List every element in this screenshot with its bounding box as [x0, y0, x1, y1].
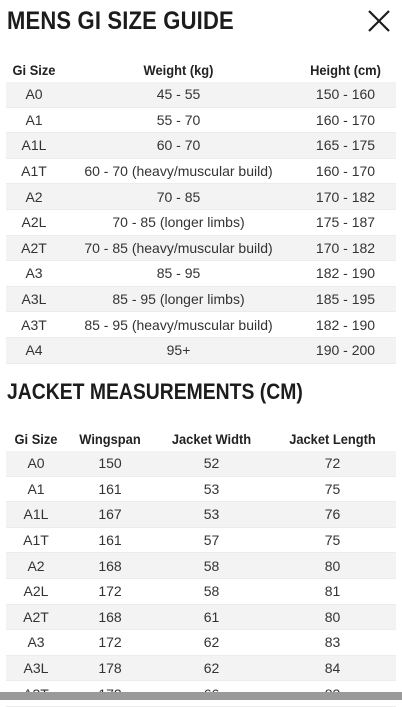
bottom-scroll-bar	[0, 692, 402, 700]
jacket-measurements-table	[6, 426, 396, 707]
table-cell: A0	[6, 82, 62, 107]
table-cell: A2L	[23, 583, 49, 600]
column-header: Wingspan	[79, 430, 141, 447]
table-cell: A3L	[6, 655, 66, 681]
table-cell: 81	[324, 583, 341, 600]
table-cell: 160 - 170	[315, 111, 376, 128]
page-title: MENS GI SIZE GUIDE	[7, 7, 234, 35]
table-row	[6, 107, 396, 133]
column-header: Weight (kg)	[143, 61, 214, 78]
table-cell: 161	[98, 480, 122, 497]
table-row	[6, 82, 396, 107]
close-button[interactable]	[362, 4, 396, 38]
table-row	[6, 312, 396, 338]
table-cell: 57	[203, 532, 220, 549]
table-cell: A2	[6, 184, 62, 210]
table-cell: 95+	[62, 337, 295, 363]
table-cell: A2L	[21, 214, 47, 231]
table-cell: 172	[98, 634, 122, 651]
column-header: Gi Size	[14, 430, 58, 447]
table-cell: 72	[269, 451, 396, 476]
table-cell: 178	[66, 655, 154, 681]
table-cell: 182 - 190	[315, 265, 376, 282]
table-cell: 70 - 85	[62, 184, 295, 210]
table-cell: 168	[66, 604, 154, 630]
table-cell: A1L	[6, 502, 66, 528]
table-row	[6, 604, 396, 630]
table-cell: 165 - 175	[295, 133, 396, 159]
table-cell: A1	[25, 111, 43, 128]
table-cell: 160 - 170	[315, 163, 376, 180]
table-cell: A2T	[6, 604, 66, 630]
table-row	[6, 655, 396, 681]
gi-size-table	[6, 57, 396, 364]
table-header-row	[6, 57, 396, 82]
table-cell: 52	[154, 451, 269, 476]
table-cell: 55 - 70	[156, 111, 201, 128]
table-cell: 172	[98, 583, 122, 600]
table-header-row	[6, 426, 396, 451]
close-icon	[362, 4, 396, 38]
table-cell: A2T	[6, 235, 62, 261]
table-cell: 75	[324, 480, 341, 497]
column-header: Height (cm)	[310, 61, 381, 78]
table-row	[6, 184, 396, 210]
table-cell: 83	[324, 634, 341, 651]
table-cell: A1L	[6, 133, 62, 159]
table-row	[6, 578, 396, 604]
table-cell: 60 - 70	[62, 133, 295, 159]
table-cell: A3	[27, 634, 45, 651]
table-row	[6, 158, 396, 184]
table-cell: 58	[154, 553, 269, 579]
table-cell: 75	[324, 532, 341, 549]
table-row	[6, 451, 396, 476]
table-cell: 76	[269, 502, 396, 528]
table-cell: A3	[25, 265, 43, 282]
table-cell: 161	[98, 532, 122, 549]
table-cell: A4	[6, 337, 62, 363]
table-cell: 84	[269, 655, 396, 681]
table-cell: 85 - 95 (heavy/muscular build)	[84, 316, 273, 333]
table-cell: 185 - 195	[295, 286, 396, 312]
table-cell: A2	[6, 553, 66, 579]
table-cell: A1T	[21, 163, 47, 180]
table-row	[6, 630, 396, 656]
table-cell: 60 - 70 (heavy/muscular build)	[84, 163, 273, 180]
table-cell: 150	[66, 451, 154, 476]
table-row	[6, 261, 396, 287]
column-header: Jacket Length	[289, 430, 376, 447]
table-cell: 80	[269, 553, 396, 579]
table-row	[6, 235, 396, 261]
table-cell: 190 - 200	[295, 337, 396, 363]
table-row	[6, 527, 396, 553]
table-cell: 62	[154, 655, 269, 681]
table-row	[6, 133, 396, 159]
table-cell: 85 - 95	[156, 265, 201, 282]
table-cell: 53	[203, 480, 220, 497]
table-cell: 53	[154, 502, 269, 528]
table-row	[6, 502, 396, 528]
table-cell: A3T	[21, 316, 47, 333]
table-cell: 167	[66, 502, 154, 528]
table-cell: 58	[203, 583, 220, 600]
table-cell: 80	[269, 604, 396, 630]
table-cell: 45 - 55	[62, 82, 295, 107]
table-cell: 175 - 187	[315, 214, 376, 231]
table-cell: 168	[66, 553, 154, 579]
table-row	[6, 553, 396, 579]
table-cell: 85 - 95 (longer limbs)	[62, 286, 295, 312]
column-header: Gi Size	[12, 61, 56, 78]
table-cell: 62	[203, 634, 220, 651]
table-row	[6, 337, 396, 363]
table-cell: 70 - 85 (heavy/muscular build)	[62, 235, 295, 261]
table-cell: A1	[27, 480, 45, 497]
table-cell: 150 - 160	[295, 82, 396, 107]
table-cell: 170 - 182	[295, 184, 396, 210]
column-header: Jacket Width	[171, 430, 252, 447]
table-cell: A1T	[23, 532, 49, 549]
table-row	[6, 476, 396, 502]
table-cell: A0	[6, 451, 66, 476]
table-cell: 182 - 190	[315, 316, 376, 333]
table-cell: 61	[154, 604, 269, 630]
table-cell: 170 - 182	[295, 235, 396, 261]
table-row	[6, 286, 396, 312]
table-row	[6, 209, 396, 235]
table-cell: 70 - 85 (longer limbs)	[112, 214, 245, 231]
table-cell: A3L	[6, 286, 62, 312]
jacket-section-title: JACKET MEASUREMENTS (CM)	[7, 379, 303, 404]
